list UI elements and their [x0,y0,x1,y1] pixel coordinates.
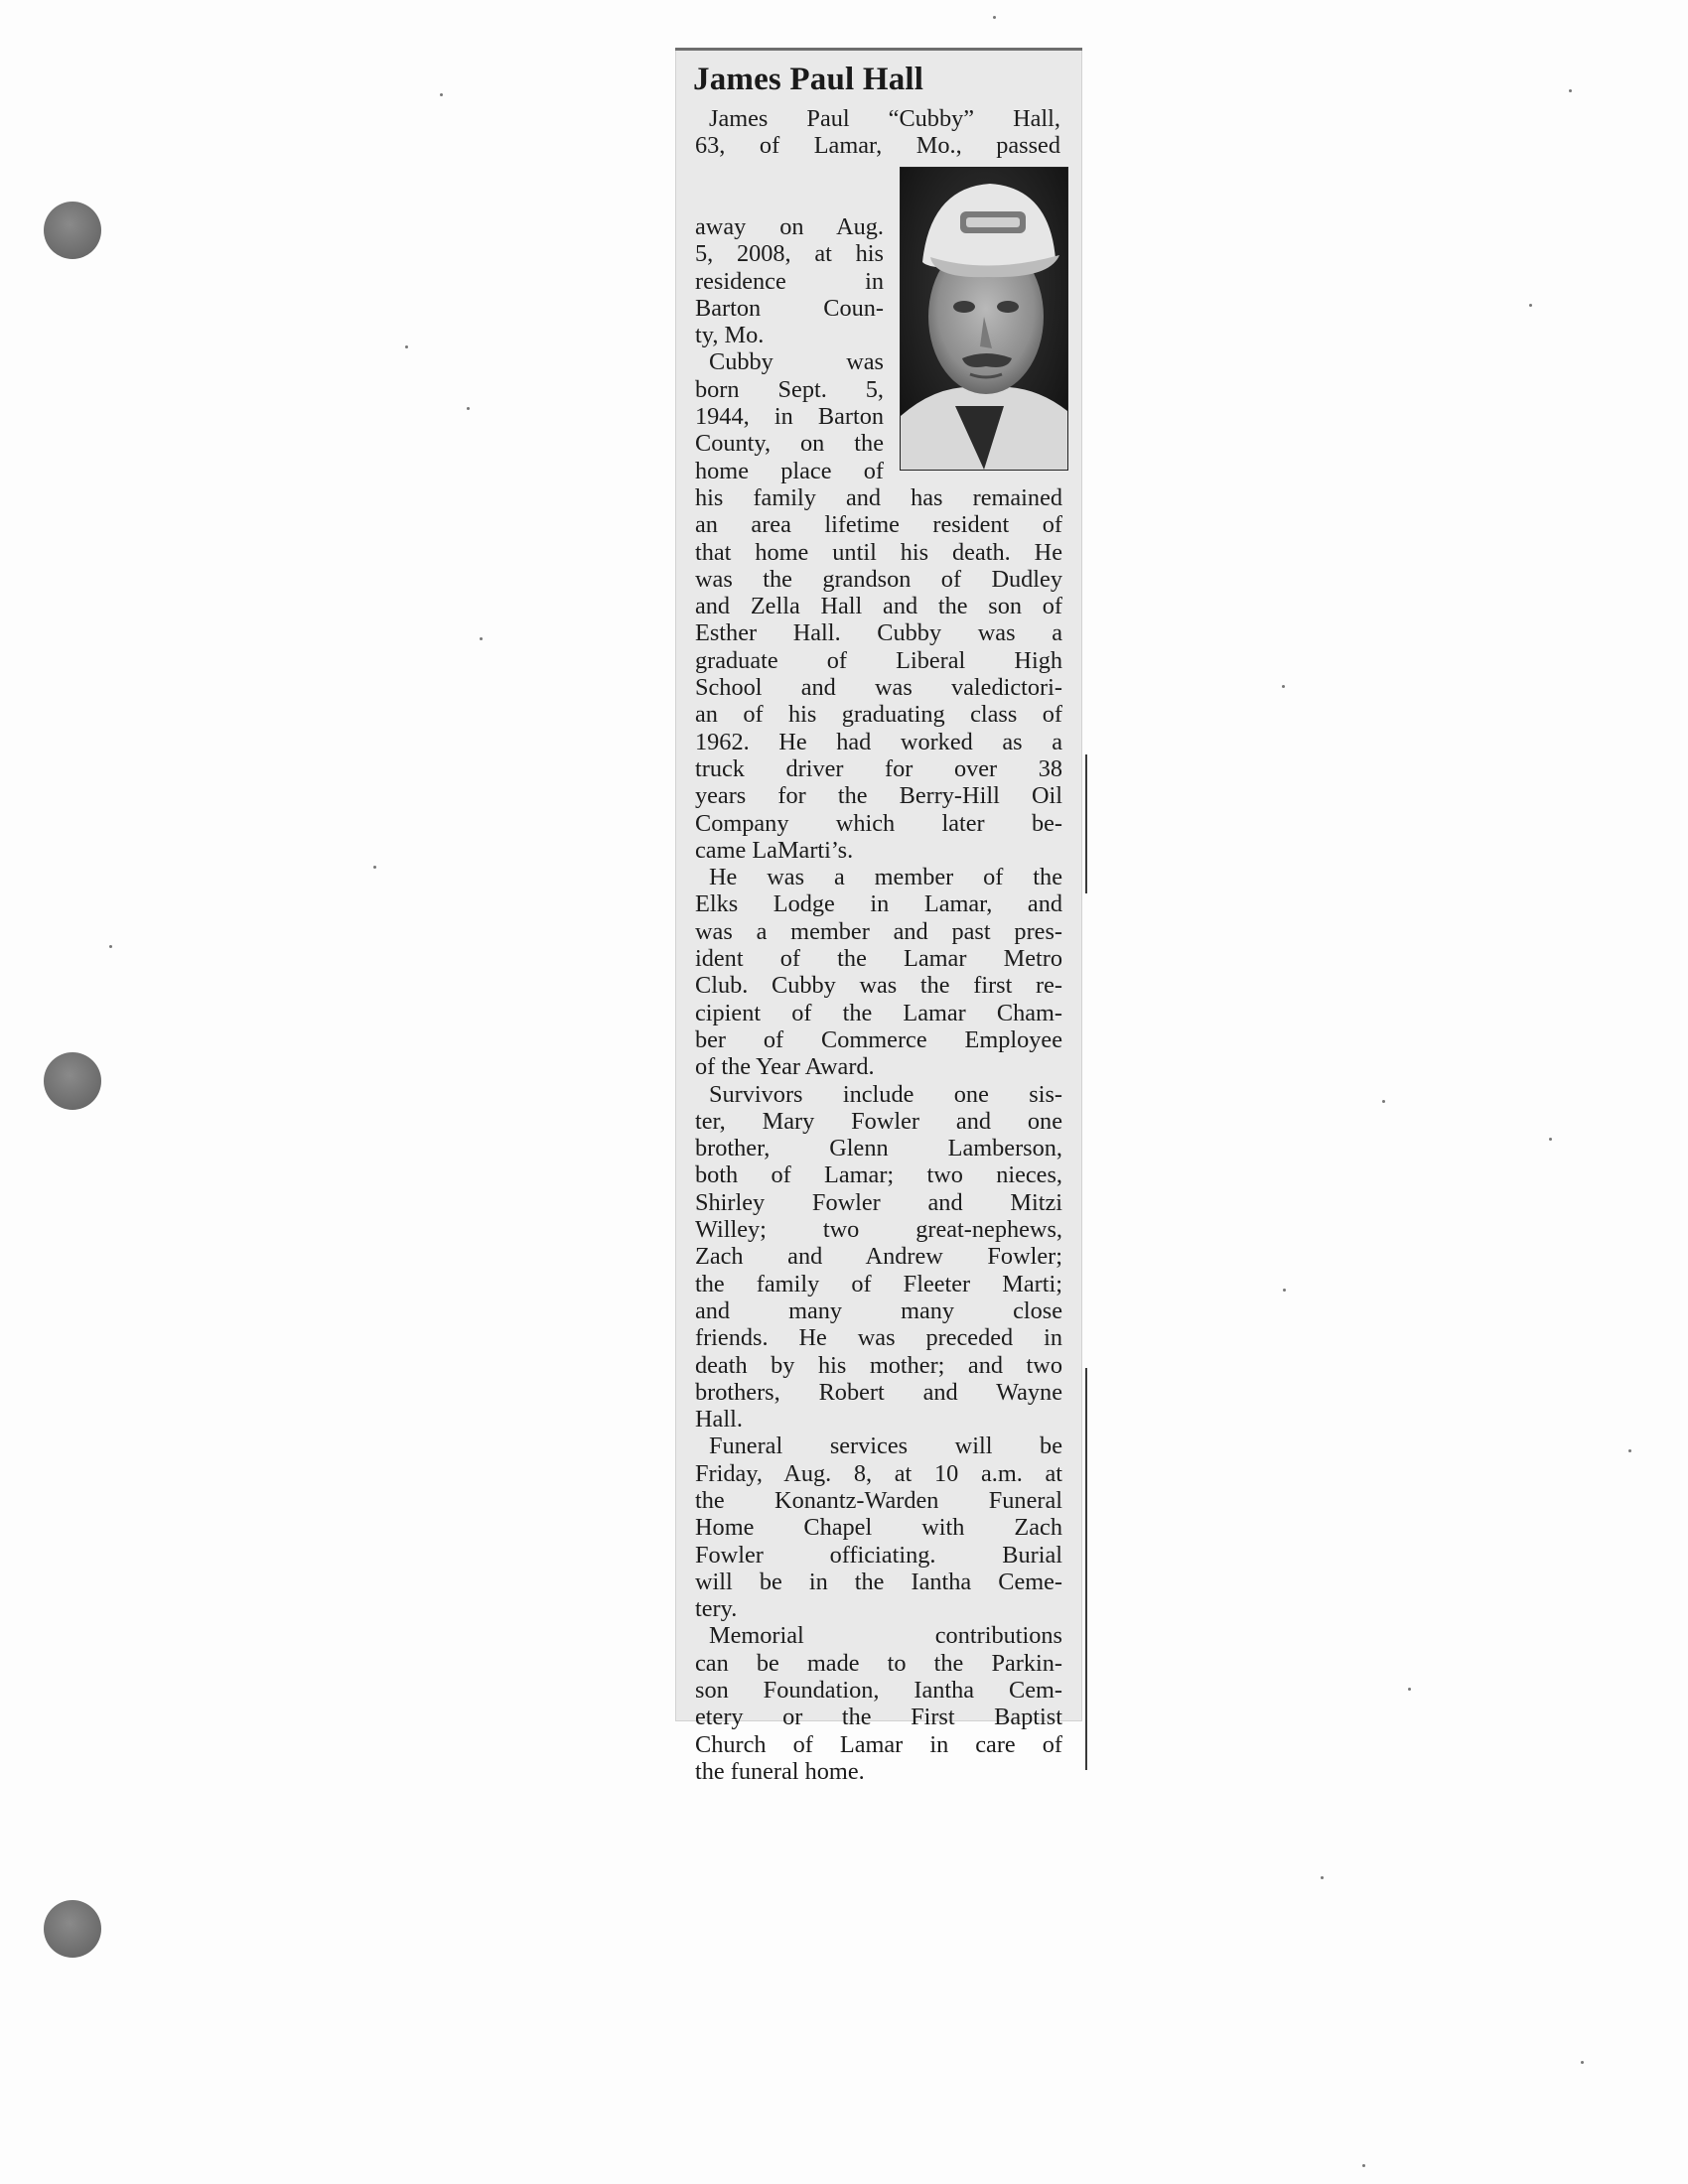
text-line: graduate of Liberal High [695,646,1062,674]
text-line: death by his mother; and two [695,1351,1062,1379]
text-line: residence in [695,267,884,295]
binder-hole-middle [44,1052,101,1110]
text-line: Elks Lodge in Lamar, and [695,890,1062,918]
text-line: 63, of Lamar, Mo., passed [695,132,1060,160]
text-line: the family of Fleeter Marti; [695,1270,1062,1297]
text-line: born Sept. 5, [695,375,884,403]
binder-hole-top [44,202,101,259]
text-line: Company which later be- [695,809,1062,837]
text-line: and many many close [695,1297,1062,1324]
text-line: both of Lamar; two nieces, [695,1161,1062,1189]
text-line: Barton Coun- [695,294,884,322]
text-line: Home Chapel with Zach [695,1514,1062,1542]
text-line: Club. Cubby was the first re- [695,972,1062,1000]
text-line: Church of Lamar in care of [695,1730,1062,1758]
text-line: ty, Mo. [695,322,765,349]
text-line: truck driver for over 38 [695,754,1062,782]
obituary-body [695,484,1062,1785]
text-line: Funeral services will be [709,1433,1062,1460]
text-line: his family and has remained [695,484,1062,511]
text-line: son Foundation, Iantha Cem- [695,1677,1062,1705]
text-line: the funeral home. [695,1757,865,1785]
text-line: 1944, in Barton [695,403,884,431]
text-line: Esther Hall. Cubby was a [695,619,1062,647]
text-line: 5, 2008, at his [695,240,884,268]
text-line: an area lifetime resident of [695,511,1062,539]
text-line: will be in the Iantha Ceme- [695,1568,1062,1595]
text-line: friends. He was preceded in [695,1324,1062,1352]
text-line: Shirley Fowler and Mitzi [695,1188,1062,1216]
text-line: ident of the Lamar Metro [695,945,1062,973]
text-line: and Zella Hall and the son of [695,593,1062,620]
text-line: years for the Berry-Hill Oil [695,782,1062,810]
text-line: was the grandson of Dudley [695,565,1062,593]
text-line: the Konantz-Warden Funeral [695,1486,1062,1514]
text-line: away on Aug. [695,213,884,240]
text-line: Friday, Aug. 8, at 10 a.m. at [695,1459,1062,1487]
text-line: Willey; two great-nephews, [695,1216,1062,1244]
obituary-clipping [675,48,1082,1785]
text-line: Memorial contributions [709,1622,1062,1650]
text-line: Hall. [695,1406,743,1433]
binder-hole-bottom [44,1900,101,1958]
text-line: can be made to the Parkin- [695,1649,1062,1677]
obituary-title: James Paul Hall [693,62,924,97]
text-line: was a member and past pres- [695,917,1062,945]
text-line: ber of Commerce Employee [695,1025,1062,1053]
text-line: came LaMarti’s. [695,836,854,864]
text-line: brother, Glenn Lamberson, [695,1135,1062,1162]
text-line: Cubby was [709,348,884,376]
text-line: Survivors include one sis- [709,1080,1062,1108]
text-line: etery or the First Baptist [695,1704,1062,1731]
text-line: cipient of the Lamar Cham- [695,999,1062,1026]
clipping-edge-mark [1085,754,1087,893]
text-line: of the Year Award. [695,1053,875,1081]
portrait-photo [900,167,1068,471]
text-line: James Paul “Cubby” Hall, [709,105,1060,132]
portrait-image [901,168,1067,470]
text-line: ter, Mary Fowler and one [695,1107,1062,1135]
text-line: School and was valedictori- [695,674,1062,702]
obituary-intro [695,105,1060,160]
obituary-wrap-text [695,213,884,484]
clipping-top-rule [675,48,1082,51]
text-line: that home until his death. He [695,538,1062,566]
text-line: brothers, Robert and Wayne [695,1378,1062,1406]
clipping-edge-mark [1085,1368,1087,1770]
text-line: tery. [695,1595,738,1623]
text-line: home place of [695,457,884,484]
text-line: County, on the [695,430,884,458]
text-line: an of his graduating class of [695,701,1062,729]
text-line: He was a member of the [709,864,1062,891]
text-line: 1962. He had worked as a [695,728,1062,755]
text-line: Zach and Andrew Fowler; [695,1243,1062,1271]
text-line: Fowler officiating. Burial [695,1541,1062,1569]
